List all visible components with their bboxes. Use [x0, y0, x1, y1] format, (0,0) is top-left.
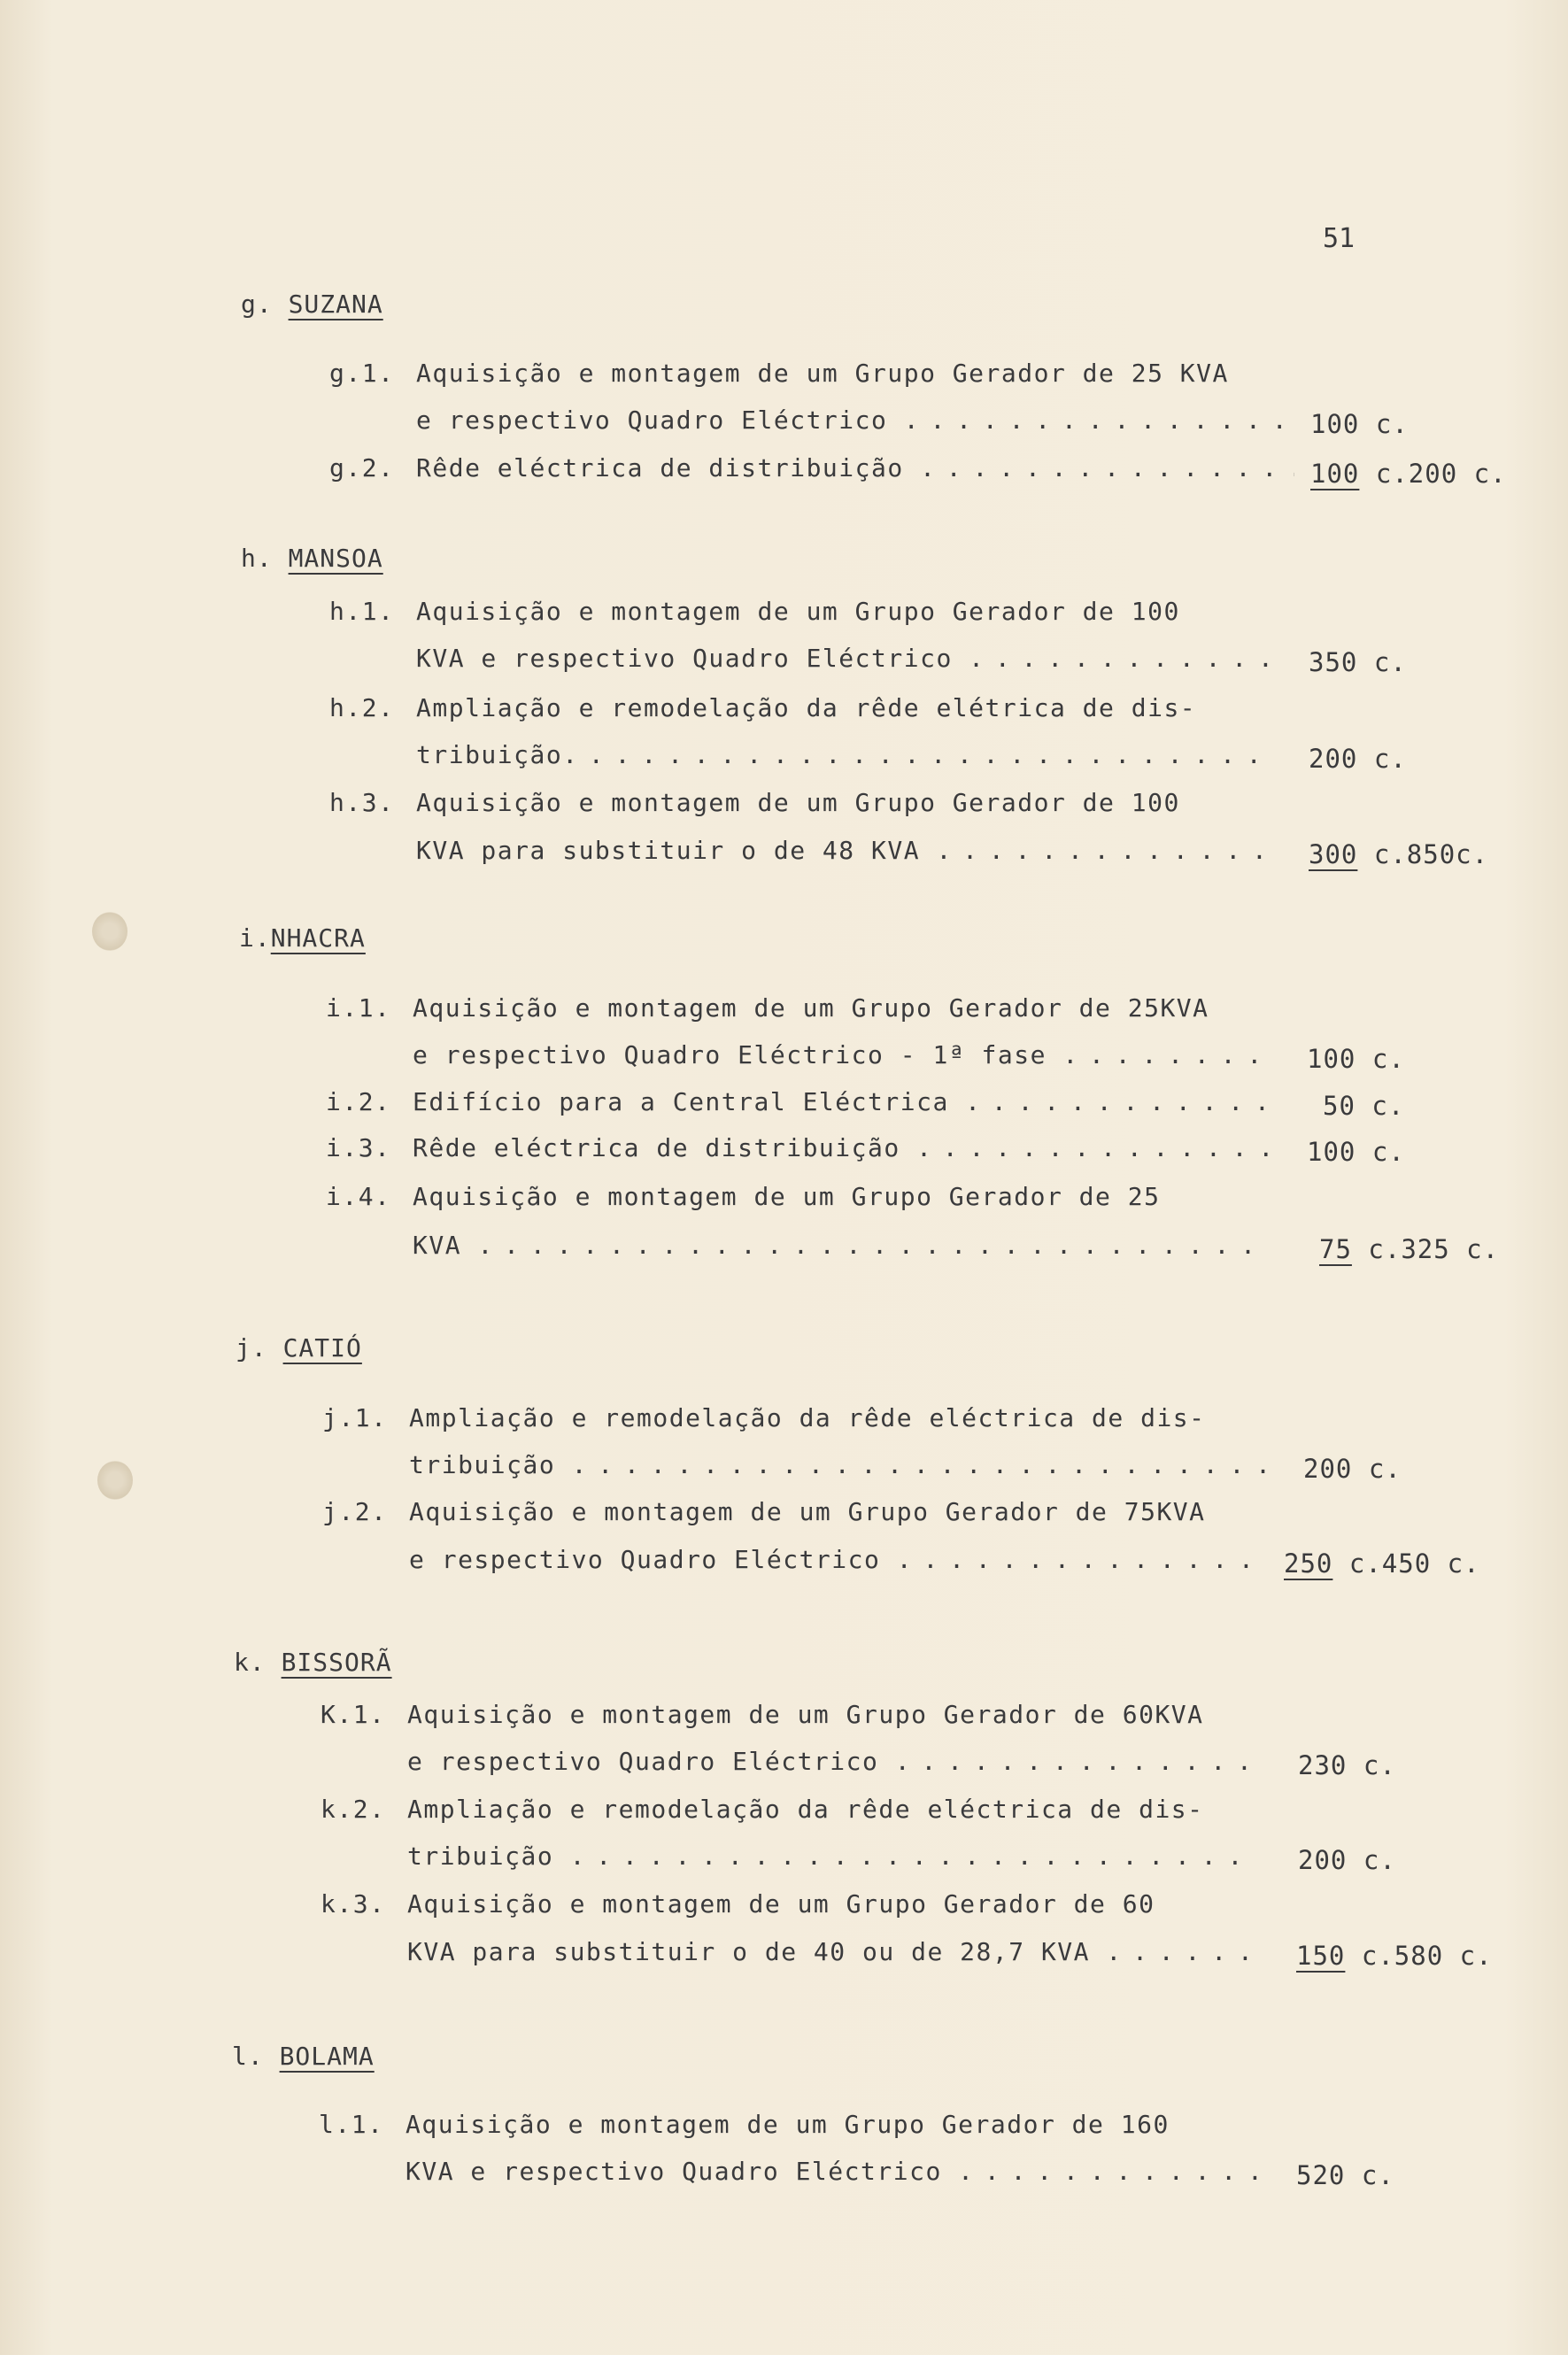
punch-hole: [92, 912, 127, 951]
item-text: Edifício para a Central Eléctrica . . .: [413, 1087, 1271, 1116]
item-text: e respectivo Quadro Eléctrico . . .: [416, 405, 1294, 435]
item-amount: 250 c.450 c.: [1284, 1548, 1480, 1579]
item-amount: 300 c.850c.: [1309, 839, 1489, 869]
page-number: 51: [1323, 223, 1356, 254]
item-amount: 100 c.200 c.: [1310, 459, 1507, 489]
item-text: KVA e respectivo Quadro Eléctrico . . .: [406, 2157, 1257, 2186]
section-heading-k: k. BISSORÃ: [234, 1648, 392, 1677]
item-text: Ampliação e remodelação da rêde eléctrica de dis-: [409, 1403, 1206, 1432]
item-text: Aquisição e montagem de um Grupo Gerador de 100: [416, 788, 1180, 817]
item-amount: 100 c.: [1307, 1137, 1405, 1167]
item-code: i.4.: [326, 1182, 391, 1211]
section-heading-j: j. CATIÓ: [236, 1333, 362, 1363]
item-text: KVA . . .: [413, 1231, 1271, 1260]
item-amount: 75 c.325 c.: [1319, 1234, 1500, 1264]
item-code: k.3.: [321, 1889, 386, 1919]
item-code: i.2.: [326, 1087, 391, 1116]
item-text: Rêde eléctrica de distribuição . . .: [413, 1133, 1271, 1162]
item-text: tribuição . . .: [407, 1842, 1259, 1871]
item-text: tribuição . . .: [416, 740, 1275, 769]
item-text: tribuição . . .: [409, 1450, 1268, 1479]
item-text: Aquisição e montagem de um Grupo Gerador de 25 KVA: [416, 359, 1229, 388]
item-text: Aquisição e montagem de um Grupo Gerador de 160: [406, 2110, 1170, 2139]
item-text: Aquisição e montagem de um Grupo Gerador de 60KVA: [407, 1700, 1204, 1729]
section-heading-l: l. BOLAMA: [232, 2042, 375, 2071]
item-text: Aquisição e montagem de um Grupo Gerador de 25: [413, 1182, 1161, 1211]
item-amount: 520 c.: [1296, 2160, 1394, 2190]
item-text: Ampliação e remodelação da rêde eléctrica de dis-: [407, 1795, 1204, 1824]
item-code: i.3.: [326, 1133, 391, 1162]
item-code: k.2.: [321, 1795, 386, 1824]
item-text: Aquisição e montagem de um Grupo Gerador de 25KVA: [413, 993, 1209, 1023]
item-text: Aquisição e montagem de um Grupo Gerador de 100: [416, 597, 1180, 626]
item-text: KVA para substituir o de 48 KVA . . .: [416, 836, 1275, 865]
punch-hole: [97, 1461, 133, 1500]
item-code: j.2.: [322, 1497, 388, 1526]
item-amount: 150 c.580 c.: [1296, 1941, 1493, 1971]
item-code: g.2.: [329, 453, 395, 483]
section-heading-h: h. MANSOA: [241, 544, 383, 573]
item-amount: 50 c.: [1323, 1091, 1405, 1121]
item-text: KVA para substituir o de 40 ou de 28,7 KVA . . .: [407, 1937, 1259, 1966]
item-code: h.2.: [329, 693, 395, 722]
item-amount: 200 c.: [1298, 1845, 1396, 1875]
item-text: Rêde eléctrica de distribuição . . .: [416, 453, 1294, 483]
item-code: l.1.: [319, 2110, 384, 2139]
section-heading-g: g. SUZANA: [241, 290, 383, 319]
item-amount: 230 c.: [1298, 1750, 1396, 1780]
section-heading-i: i.NHACRA: [239, 923, 366, 953]
item-code: g.1.: [329, 359, 395, 388]
item-text: Ampliação e remodelação da rêde elétrica de dis-: [416, 693, 1197, 722]
item-amount: 100 c.: [1307, 1044, 1405, 1074]
item-amount: 350 c.: [1309, 647, 1407, 677]
item-text: e respectivo Quadro Eléctrico . . .: [409, 1545, 1268, 1574]
item-amount: 100 c.: [1310, 409, 1409, 439]
item-text: KVA e respectivo Quadro Eléctrico . . .: [416, 644, 1275, 673]
item-code: K.1.: [321, 1700, 386, 1729]
item-text: Aquisição e montagem de um Grupo Gerador de 60: [407, 1889, 1155, 1919]
item-amount: 200 c.: [1303, 1454, 1402, 1484]
item-code: h.3.: [329, 788, 395, 817]
item-text: e respectivo Quadro Eléctrico . . .: [407, 1747, 1259, 1776]
item-text: Aquisição e montagem de um Grupo Gerador de 75KVA: [409, 1497, 1206, 1526]
item-text: e respectivo Quadro Eléctrico - 1ª fase . . .: [413, 1040, 1271, 1069]
item-code: i.1.: [326, 993, 391, 1023]
item-code: h.1.: [329, 597, 395, 626]
item-code: j.1.: [322, 1403, 388, 1432]
item-amount: 200 c.: [1309, 744, 1407, 774]
